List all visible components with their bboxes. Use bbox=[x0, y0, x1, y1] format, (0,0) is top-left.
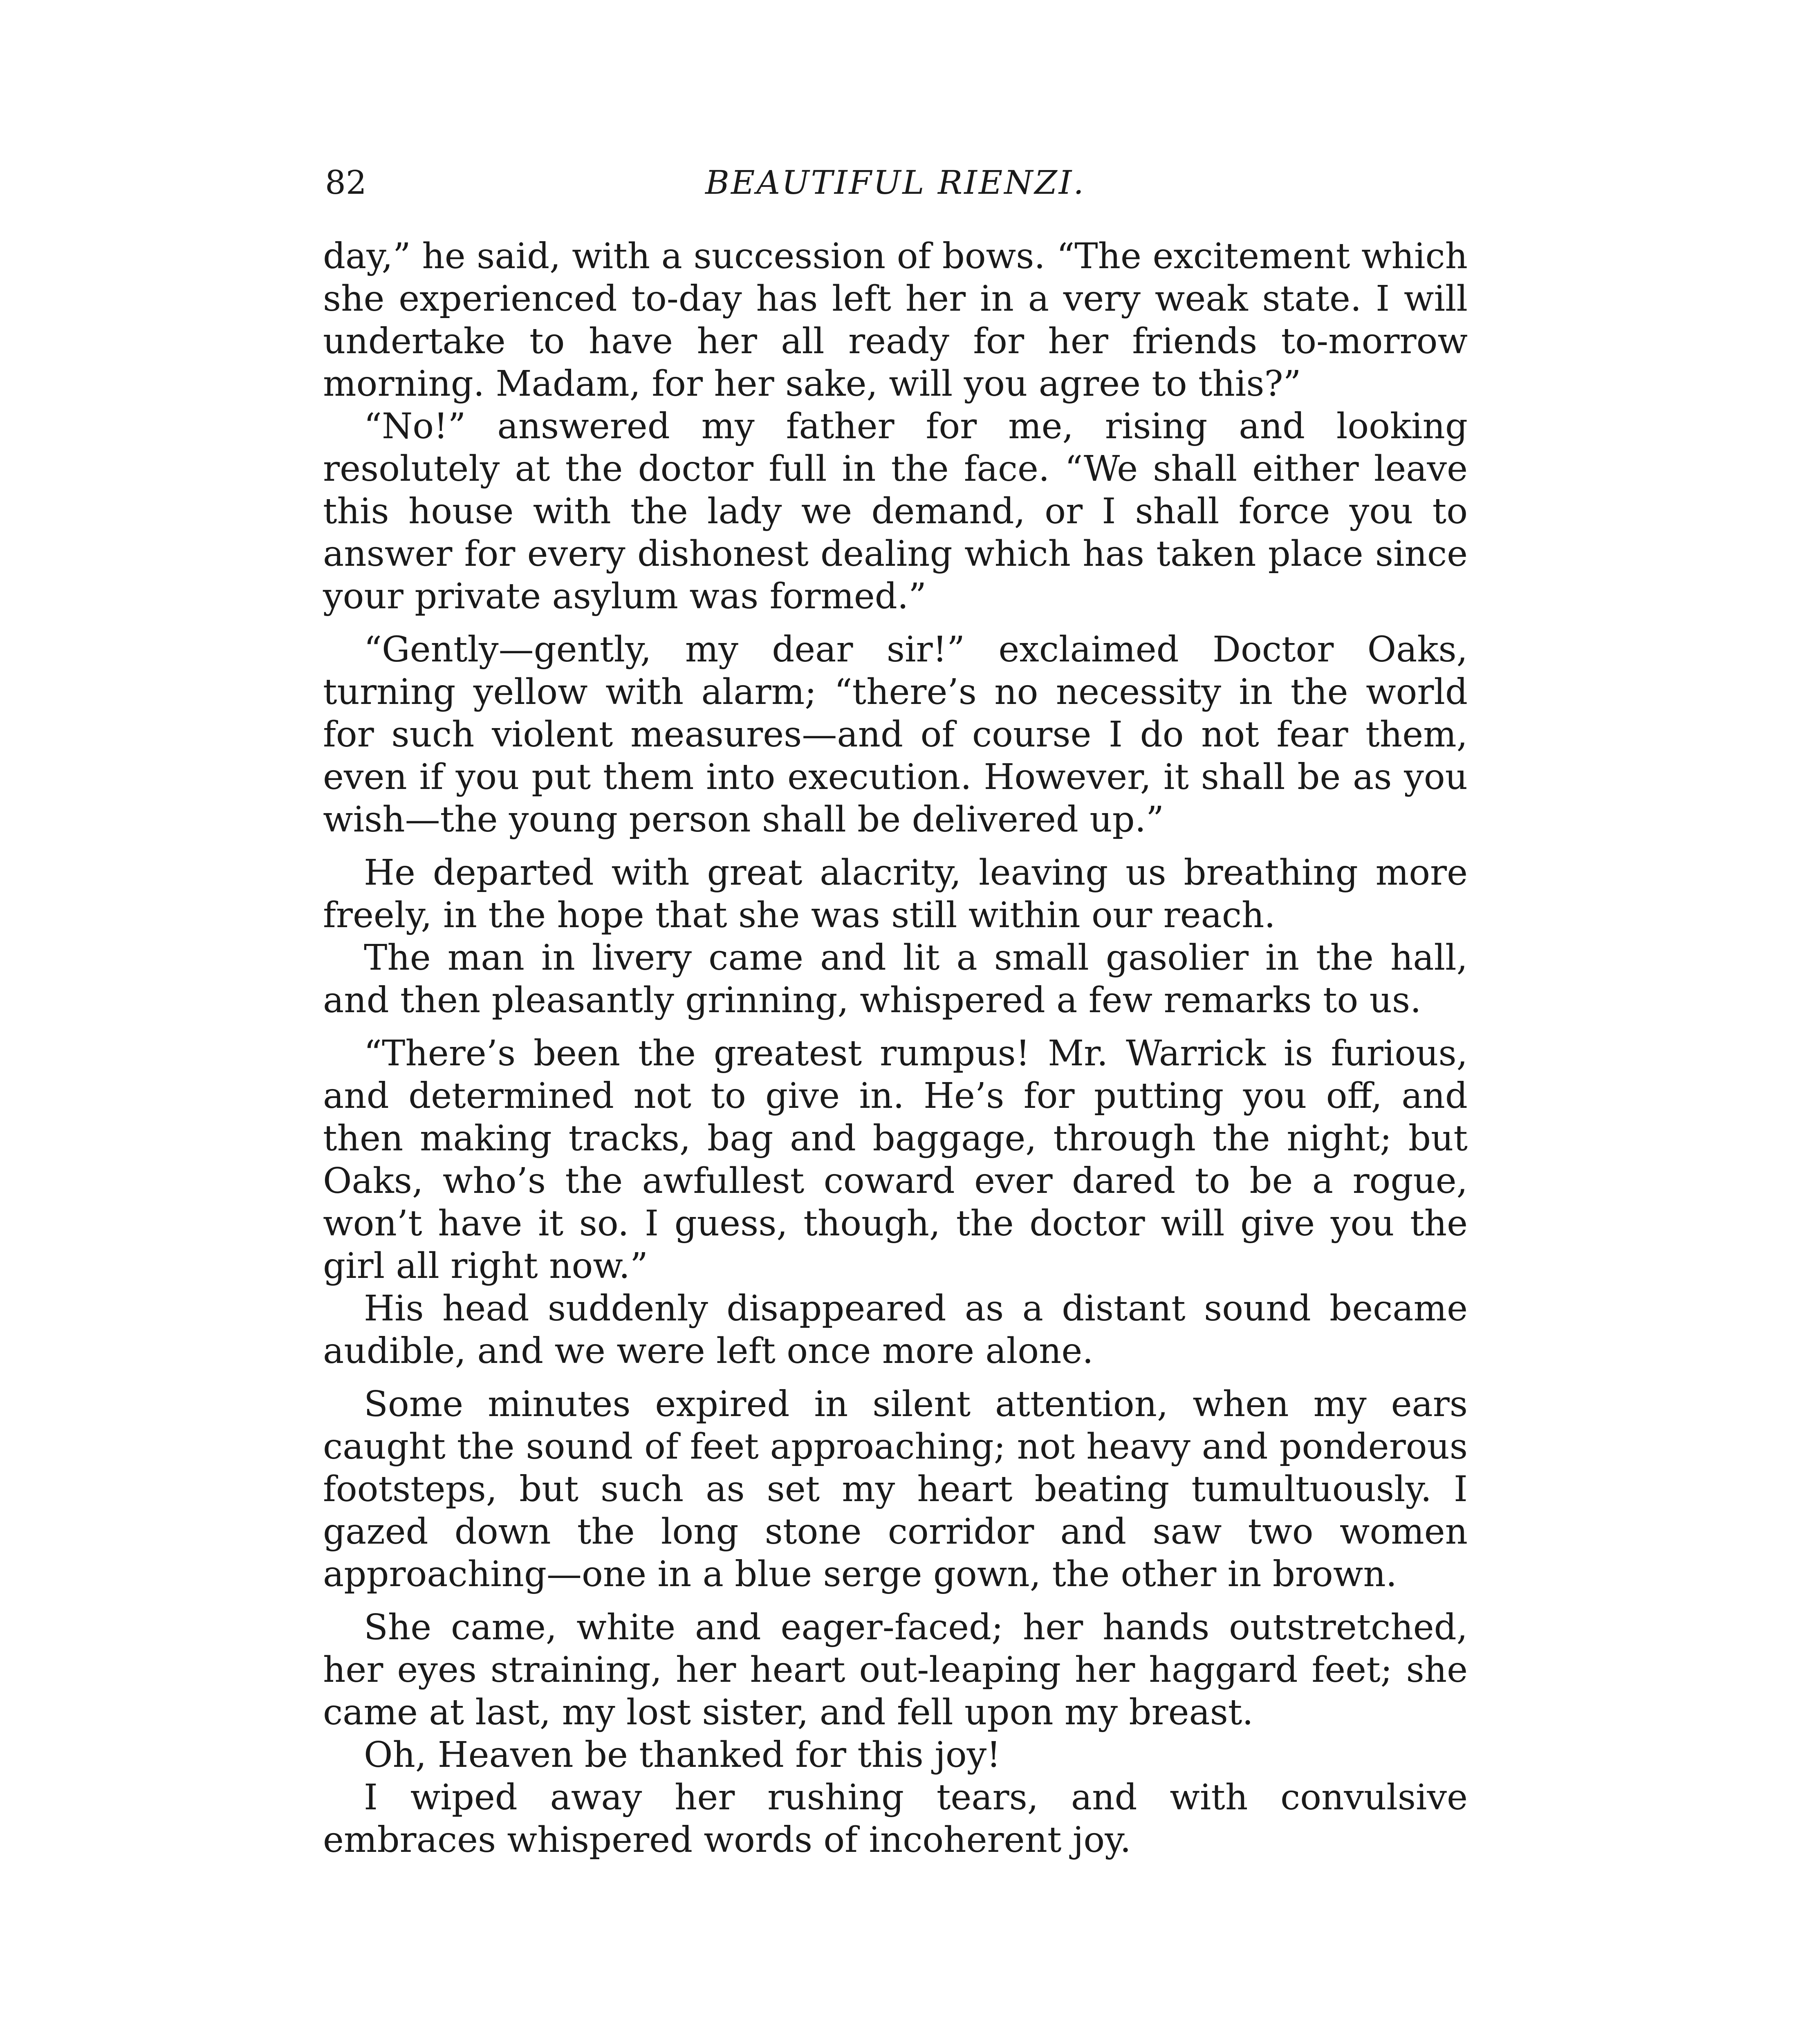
paragraph: Some minutes expired in silent attention, when my ears caught the sound of feet approaching; not heavy and ponderous footsteps, but such as set my heart beating tumultuously. I gazed down the long stone corridor and saw two women approaching—one in a blue serge gown, the other in brown. bbox=[323, 1384, 1468, 1595]
paragraph: Oh, Heaven be thanked for this joy! bbox=[364, 1735, 1001, 1775]
paragraph: She came, white and eager-faced; her hands outstretched, her eyes straining, her heart out-leaping her haggard feet; she came at last, my lost sister, and fell upon my breast. bbox=[323, 1607, 1468, 1733]
page-header bbox=[325, 164, 1466, 217]
paragraph: “No!” answered my father for me, rising and looking resolutely at the doctor full in the face. “We shall either leave this house with the lady we demand, or I shall force you to answer for every dishonest dealing which has taken place since your private asylum was formed.” bbox=[323, 406, 1468, 617]
paragraph: The man in livery came and lit a small gasolier in the hall, and then pleasantly grinning, whispered a few remarks to us. bbox=[323, 937, 1468, 1021]
body-text bbox=[323, 235, 1468, 1861]
paragraph: He departed with great alacrity, leaving us breathing more freely, in the hope that she was still within our reach. bbox=[323, 852, 1468, 936]
paragraph: His head suddenly disappeared as a distant sound became audible, and we were left once more alone. bbox=[323, 1288, 1468, 1372]
paragraph: “Gently—gently, my dear sir!” exclaimed Doctor Oaks, turning yellow with alarm; “there’s no necessity in the world for such violent measures—and of course I do not fear them, even if you put them into execution. However, it shall be as you wish—the young person shall be delivered up.” bbox=[323, 629, 1468, 840]
paragraph: “There’s been the greatest rumpus! Mr. Warrick is furious, and determined not to give in. He’s for putting you off, and then making tracks, bag and baggage, through the night; but Oaks, who’s the awfullest coward ever dared to be a rogue, won’t have it so. I guess, though, the doctor will give you the girl all right now.” bbox=[323, 1033, 1468, 1286]
paragraph: I wiped away her rushing tears, and with convulsive embraces whispered words of incoherent joy. bbox=[323, 1777, 1468, 1860]
paragraph: day,” he said, with a succession of bows. “The excitement which she experienced to-day has left her in a very weak state. I will undertake to have her all ready for her friends to-morrow morning. Madam, for her sake, will you agree to this?” bbox=[323, 236, 1468, 404]
running-title: BEAUTIFUL RIENZI. bbox=[705, 164, 1085, 202]
page-number: 82 bbox=[325, 164, 367, 202]
